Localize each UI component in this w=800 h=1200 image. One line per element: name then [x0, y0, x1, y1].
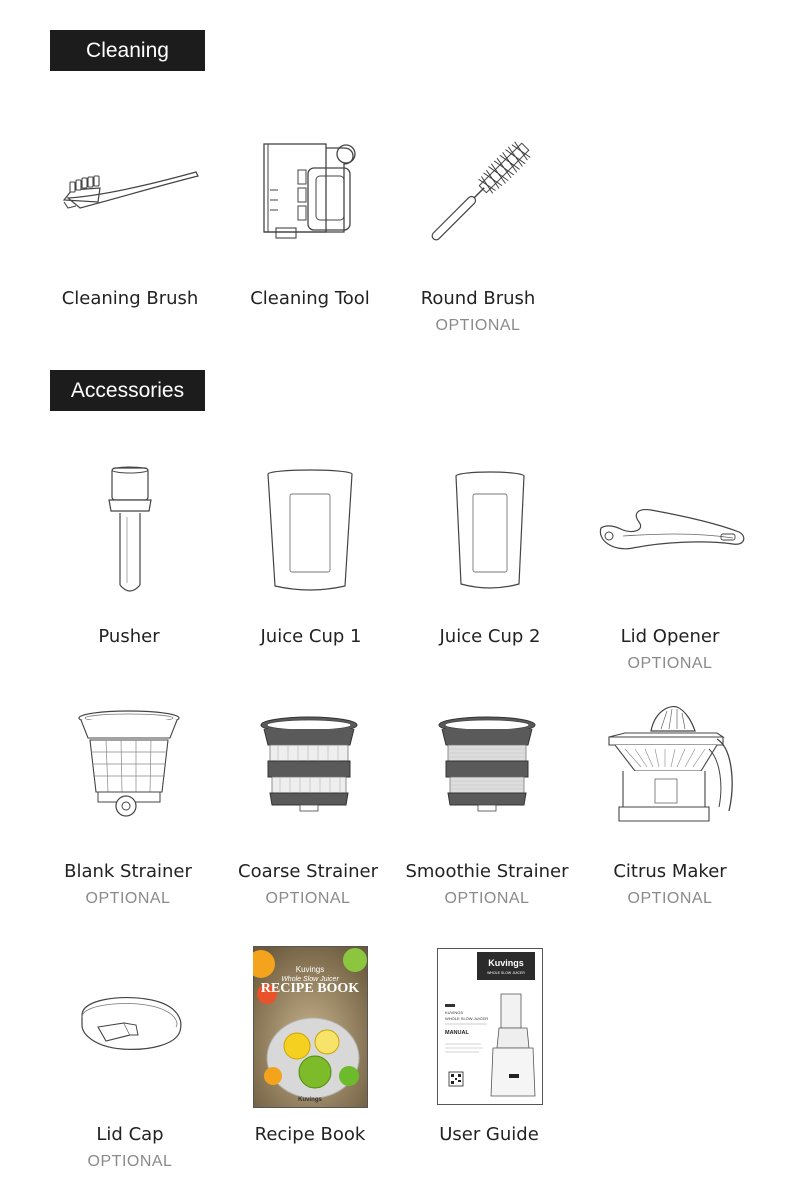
item-name: Round Brush	[420, 288, 536, 309]
cleaning-tool-icon	[258, 140, 363, 249]
item-cleaning-brush	[40, 288, 220, 309]
round-brush-icon	[425, 130, 535, 259]
item-name: Juice Cup 2	[439, 626, 541, 647]
item-recipe-book	[220, 1124, 400, 1145]
item-name: Lid Cap	[96, 1124, 164, 1145]
optional-tag: OPTIONAL	[85, 890, 171, 907]
item-blank-strainer	[38, 861, 218, 908]
optional-tag: OPTIONAL	[627, 655, 713, 672]
item-juice-cup-1	[221, 626, 401, 647]
lid-cap-icon	[76, 995, 186, 1061]
item-lid-opener	[580, 626, 760, 673]
item-user-guide	[399, 1124, 579, 1145]
section-title: Cleaning	[86, 38, 169, 62]
user-guide-icon	[437, 948, 544, 1110]
item-citrus-maker	[580, 861, 760, 908]
optional-tag: OPTIONAL	[87, 1153, 173, 1170]
item-smoothie-strainer	[397, 861, 577, 908]
item-cleaning-tool	[220, 288, 400, 309]
item-name: Cleaning Tool	[250, 288, 370, 309]
recipe-book-footer: Kuvings	[298, 1097, 322, 1103]
juice-cup-icon	[453, 470, 527, 596]
optional-tag: OPTIONAL	[444, 890, 530, 907]
user-guide-line2: WHOLE SLOW JUICER	[445, 1016, 489, 1021]
optional-tag: OPTIONAL	[435, 317, 521, 334]
item-name: User Guide	[439, 1124, 539, 1145]
item-round-brush	[388, 288, 568, 335]
item-coarse-strainer	[218, 861, 398, 908]
citrus-maker-icon	[605, 705, 735, 829]
item-name: Cleaning Brush	[61, 288, 199, 309]
item-lid-cap	[40, 1124, 220, 1171]
recipe-book-icon	[253, 946, 368, 1112]
optional-tag: OPTIONAL	[627, 890, 713, 907]
optional-tag: OPTIONAL	[265, 890, 351, 907]
recipe-book-subtitle: Whole Slow Juicer	[281, 976, 339, 983]
user-guide-title: MANUAL	[445, 1030, 469, 1036]
user-guide-brand-sub: WHOLE SLOW JUICER	[487, 971, 525, 975]
user-guide-brand: Kuvings	[488, 958, 524, 968]
item-name: Pusher	[98, 626, 160, 647]
item-juice-cup-2	[400, 626, 580, 647]
section-title: Accessories	[70, 378, 185, 402]
smoothie-strainer-icon	[436, 715, 538, 819]
recipe-book-title: RECIPE BOOK	[260, 981, 360, 996]
item-name: Smoothie Strainer	[405, 861, 569, 882]
coarse-strainer-icon	[258, 715, 360, 819]
item-name: Recipe Book	[254, 1124, 366, 1145]
blank-strainer-icon	[76, 708, 182, 824]
user-guide-line1: KUVINGS	[445, 1010, 464, 1015]
item-name: Juice Cup 1	[260, 626, 362, 647]
item-name: Lid Opener	[620, 626, 720, 647]
lid-opener-icon	[593, 500, 748, 564]
item-name: Blank Strainer	[64, 861, 192, 882]
item-name: Coarse Strainer	[238, 861, 378, 882]
item-pusher	[39, 626, 219, 647]
recipe-book-brand: Kuvings	[295, 965, 325, 974]
section-header-accessories	[50, 370, 205, 411]
pusher-icon	[105, 465, 155, 601]
item-name: Citrus Maker	[613, 861, 727, 882]
section-header-cleaning	[50, 30, 205, 71]
juice-cup-icon	[265, 468, 355, 598]
cleaning-brush-icon	[58, 160, 203, 219]
